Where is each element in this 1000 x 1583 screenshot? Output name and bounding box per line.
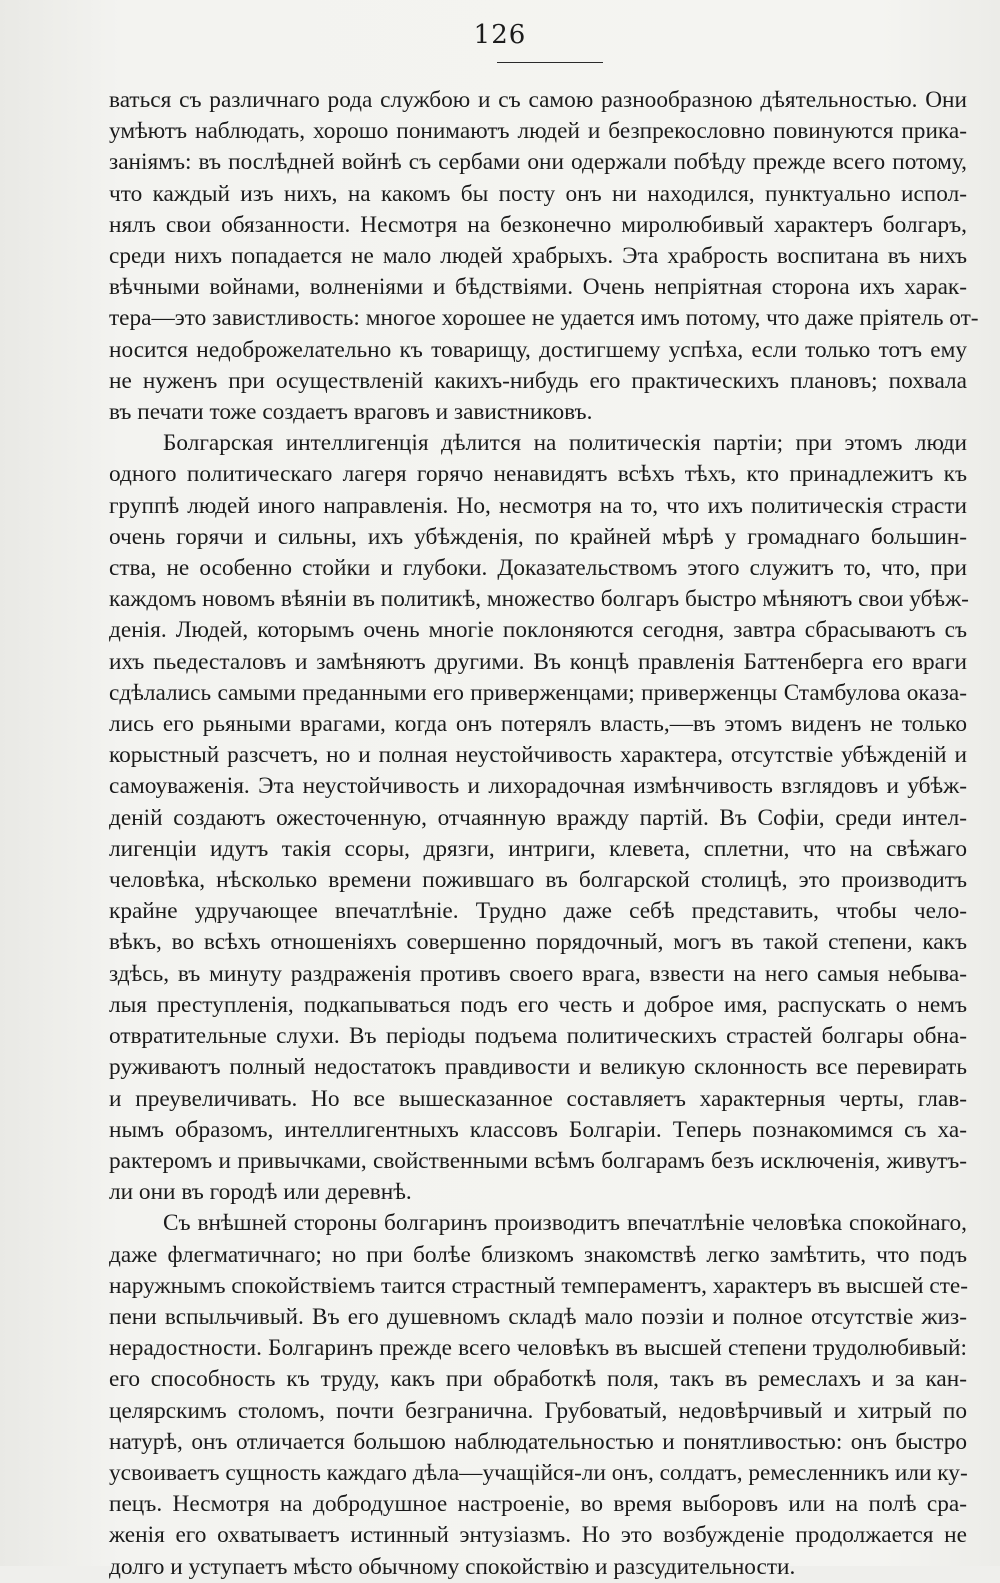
text-line: среди нихъ попадается не мало людей храбрыхъ. Эта храбрость воспитана въ нихъ <box>109 243 967 270</box>
text-line: заніямъ: въ послѣдней войнѣ съ сербами они одержали побѣду прежде всего потому, <box>109 149 967 176</box>
paragraph <box>109 428 967 1208</box>
text-line: даже флегматичнаго; но при болѣе близкомъ знакомствѣ легко замѣтить, что подъ <box>109 1241 967 1268</box>
text-line: не нуженъ при осуществленій какихъ-нибудь его практическихъ плановъ; похвала <box>109 367 967 394</box>
text-line: умѣютъ наблюдать, хорошо понимаютъ людей и безпрекословно повинуются прика- <box>109 118 967 145</box>
text-line: деній создаютъ ожесточенную, отчаянную вражду партій. Въ Софіи, среди интел- <box>109 804 967 831</box>
text-line: женія его охватываетъ истинный энтузіазмъ. Но это возбужденіе продолжается не <box>109 1522 967 1549</box>
paragraph <box>109 1208 967 1582</box>
text-line: его способность къ труду, какъ при обработкѣ поля, такъ въ ремеслахъ и за кан- <box>109 1366 967 1393</box>
text-line: нымъ образомъ, интеллигентныхъ классовъ Болгаріи. Теперь познакомимся съ ха- <box>109 1116 967 1143</box>
text-line: ихъ пьедесталовъ и замѣняютъ другими. Въ концѣ правленія Баттенберга его враги <box>109 648 967 675</box>
text-line: очень горячи и сильны, ихъ убѣжденія, по крайней мѣрѣ у громаднаго большин- <box>109 523 967 550</box>
text-line: наружнымъ спокойствіемъ таится страстный темпераментъ, характеръ въ высшей сте- <box>109 1272 969 1299</box>
text-line: каждомъ новомъ вѣяніи въ политикѣ, множество болгаръ быстро мѣняютъ свои убѣж- <box>109 586 969 613</box>
text-line: ства, не особенно стойки и глубоки. Доказательствомъ этого служитъ то, что, при <box>109 555 967 582</box>
text-line: самоуваженія. Эта неустойчивость и лихорадочная измѣнчивость взглядовъ и убѣж- <box>109 773 967 800</box>
text-line: что каждый изъ нихъ, на какомъ бы посту онъ ни находился, пунктуально испол- <box>109 180 967 207</box>
text-line: вѣкъ, во всѣхъ отношеніяхъ совершенно порядочный, могъ въ такой степени, какъ <box>109 929 967 956</box>
text-line: усвоиваетъ сущность каждаго дѣла—учащійся-ли онъ, солдатъ, ремесленникъ или ку- <box>109 1459 968 1486</box>
text-line: руживаютъ полный недостатокъ правдивости и великую склонность все перевирать <box>109 1054 967 1081</box>
text-line: въ печати тоже создаетъ враговъ и завистниковъ. <box>109 399 593 426</box>
body-text <box>109 85 979 1583</box>
text-line: лись его рьяными врагами, когда онъ потерялъ власть,—въ этомъ виденъ не только <box>109 711 967 738</box>
text-line: одного политическаго лагеря горячо ненавидятъ всѣхъ тѣхъ, кто принадлежитъ къ <box>109 461 967 488</box>
text-line: ли они въ городѣ или деревнѣ. <box>109 1179 412 1206</box>
text-line: пени вспыльчивый. Въ его душевномъ складѣ мало поэзіи и полное отсутствіе жиз- <box>109 1303 967 1330</box>
text-line: тера—это завистливость: многое хорошее не удается имъ потому, что даже пріятель от- <box>109 305 979 332</box>
header-rule <box>497 62 603 63</box>
page-number: 126 <box>473 20 527 50</box>
text-line: денія. Людей, которымъ очень многіе поклоняются сегодня, завтра сбрасываютъ съ <box>109 617 967 644</box>
text-line: нерадостности. Болгаринъ прежде всего человѣкъ въ высшей степени трудолюбивый: <box>109 1335 967 1362</box>
text-line: целярскимъ столомъ, почти безгранична. Грубоватый, недовѣрчивый и хитрый по <box>109 1397 967 1424</box>
text-line: рактеромъ и привычками, свойственными всѣмъ болгарамъ безъ исключенія, живутъ- <box>109 1147 967 1174</box>
text-line: и преувеличивать. Но все вышесказанное составляетъ характерныя черты, глав- <box>109 1085 967 1112</box>
text-line: пецъ. Несмотря на добродушное настроеніе, во время выборовъ или на полѣ сра- <box>109 1491 967 1518</box>
text-line: группѣ людей иного направленія. Но, несмотря на то, что ихъ политическія страсти <box>109 492 967 519</box>
text-line: крайне удручающее впечатлѣніе. Трудно даже себѣ представить, чтобы чело- <box>109 898 967 925</box>
text-line: лыя преступленія, подкапываться подъ его честь и доброе имя, распускать о немъ <box>109 991 967 1018</box>
text-line: вѣчными войнами, волненіями и бѣдствіями. Очень непріятная сторона ихъ харак- <box>109 274 967 301</box>
text-line: лигенціи идутъ такія ссоры, дрязги, интриги, клевета, сплетни, что на свѣжаго <box>109 835 967 862</box>
text-line: ваться съ различнаго рода службою и съ самою разнообразною дѣятельностью. Они <box>109 87 967 113</box>
text-line: здѣсь, въ минуту раздраженія противъ своего врага, взвести на него самыя небыва- <box>109 960 967 987</box>
text-line: сдѣлались самыми преданными его приверженцами; приверженцы Стамбулова оказа- <box>109 679 967 706</box>
text-line: человѣка, нѣсколько времени пожившаго въ болгарской столицѣ, это производитъ <box>109 867 967 894</box>
text-line: нялъ свои обязанности. Несмотря на безконечно миролюбивый характеръ болгаръ, <box>109 211 967 238</box>
text-line: отвратительные слухи. Въ періоды подъема политическихъ страстей болгары обна- <box>109 1023 967 1050</box>
text-line: долго и уступаетъ мѣсто обычному спокойствію и разсудительности. <box>109 1553 796 1580</box>
text-line: Болгарская интеллигенція дѣлится на политическія партіи; при этомъ люди <box>163 430 967 457</box>
text-line: натурѣ, онъ отличается большою наблюдательностью и понятливостью: онъ быстро <box>109 1428 967 1455</box>
text-line: носится недоброжелательно къ товарищу, достигшему успѣха, если только тотъ ему <box>109 336 967 363</box>
text-line: корыстный разсчетъ, но и полная неустойчивость характера, отсутствіе убѣжденій и <box>109 742 967 769</box>
text-line: Съ внѣшней стороны болгаринъ производитъ впечатлѣніе человѣка спокойнаго, <box>163 1210 967 1237</box>
paragraph <box>109 85 979 428</box>
